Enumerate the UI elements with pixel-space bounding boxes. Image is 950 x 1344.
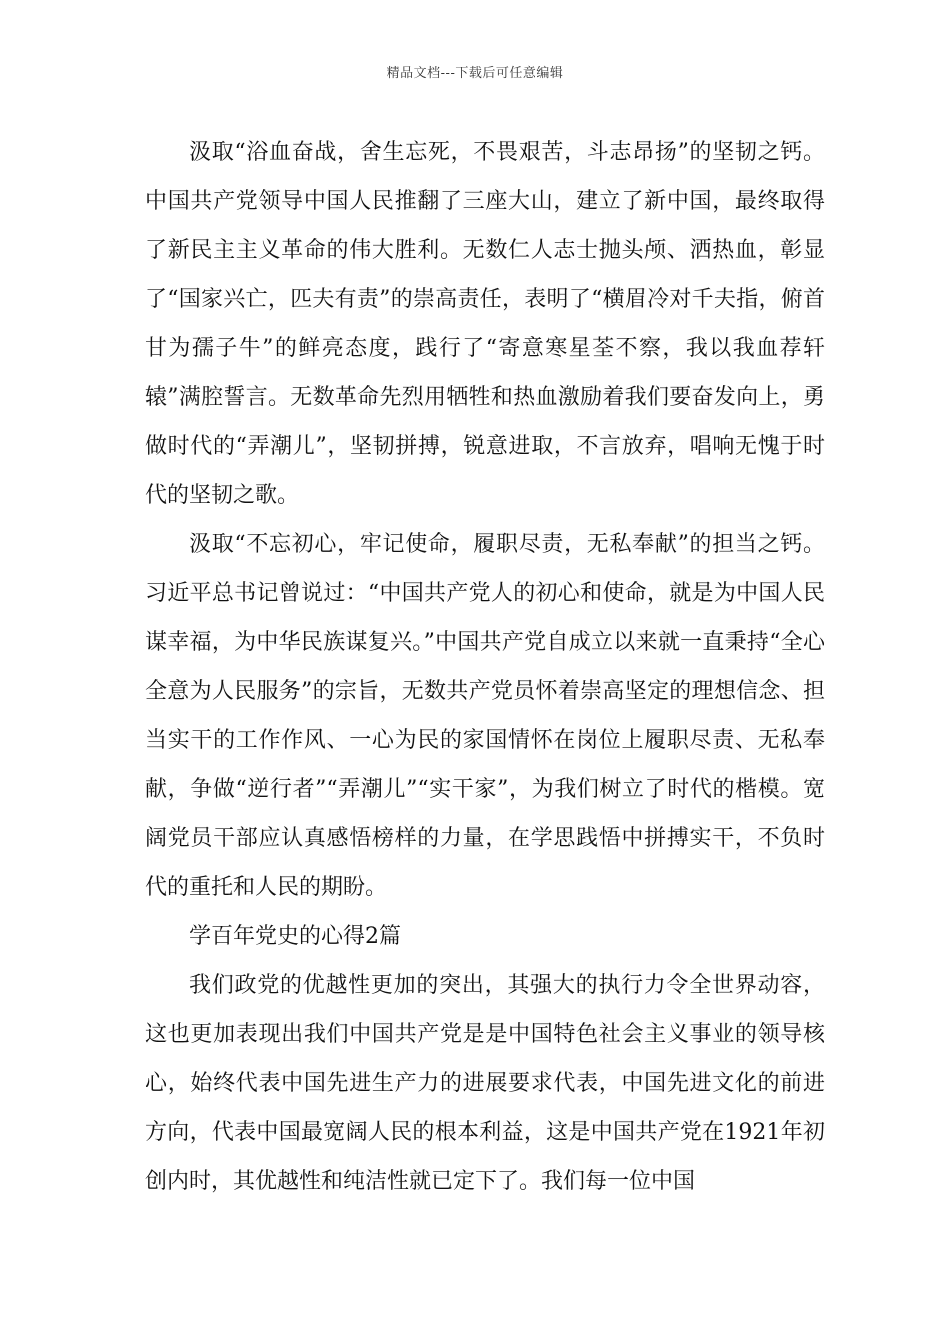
section-heading: 学百年党史的心得2篇 [189,924,401,949]
paragraph-1: 汲取“浴血奋战，舍生忘死，不畏艰苦，斗志昂扬”的坚韧之钙。中国共产党领导中国人民推翻了三座大山，建立了新中国，最终取得了新民主主义革命的伟大胜利。无数仁人志士抛头颅、洒热血，彰显了“国家兴亡，匹夫有责”的崇高责任，表明了“横眉冷对千夫指，俯首甘为孺子牛”的鲜亮态度，践行了“寄意寒星荃不察，我以我血荐轩辕”满腔誓言。无数革命先烈用牺牲和热血激励着我们要奋发向上，勇做时代的“弄潮儿”，坚韧拼搏，锐意进取，不言放弃，唱响无愧于时代的坚韧之歌。 [145,140,825,508]
document-body [145,128,825,1206]
paragraph-2: 汲取“不忘初心，牢记使命，履职尽责，无私奉献”的担当之钙。习近平总书记曾说过：“中国共产党人的初心和使命，就是为中国人民谋幸福，为中华民族谋复兴。”中国共产党自成立以来就一直秉持“全心全意为人民服务”的宗旨，无数共产党员怀着崇高坚定的理想信念、担当实干的工作作风、一心为民的家国情怀在岗位上履职尽责、无私奉献，争做“逆行者”“弄潮儿”“实干家”，为我们树立了时代的楷模。宽阔党员干部应认真感悟榜样的力量，在学思践悟中拼搏实干，不负时代的重托和人民的期盼。 [145,532,825,900]
page-header: 精品文档---下载后可任意编辑 [386,66,564,81]
paragraph-3: 我们政党的优越性更加的突出，其强大的执行力令全世界动容，这也更加表现出我们中国共产党是是中国特色社会主义事业的领导核心，始终代表中国先进生产力的进展要求代表，中国先进文化的前进方向，代表中国最宽阔人民的根本利益，这是中国共产党在1921年初创内时，其优越性和纯洁性就已定下了。我们每一位中国 [145,973,825,1194]
